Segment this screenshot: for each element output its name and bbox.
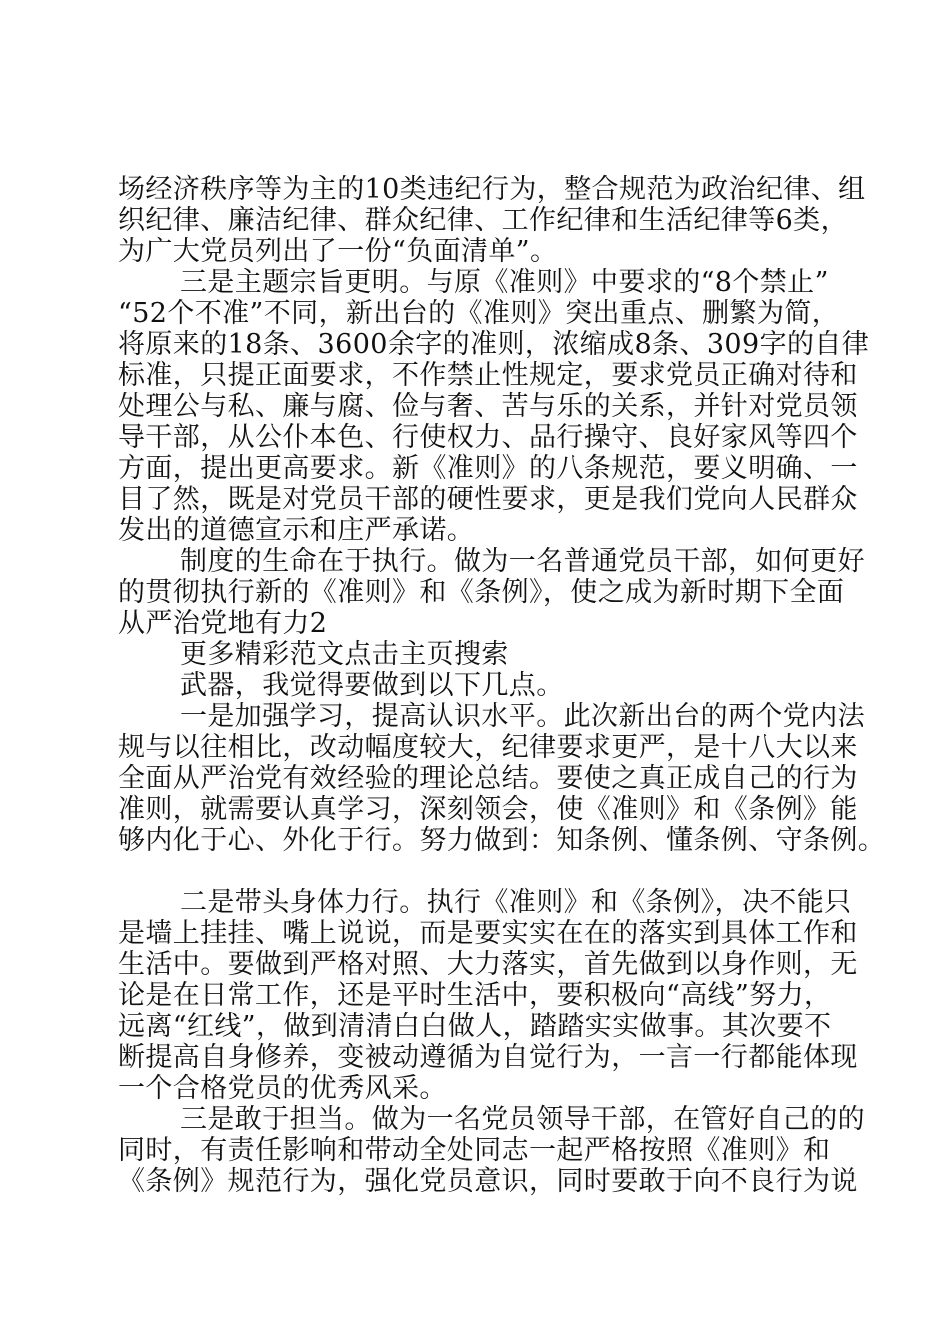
text-line: 的贯彻执行新的《准则》和《条例》，使之成为新时期下全面 bbox=[118, 577, 845, 608]
text-line: 从严治党地有力2 bbox=[118, 608, 328, 639]
text-line: 一是加强学习，提高认识水平。此次新出台的两个党内法 bbox=[180, 701, 865, 732]
text-line: 三是主题宗旨更明。与原《准则》中要求的“8个禁止” bbox=[180, 267, 829, 298]
text-line: 全面从严治党有效经验的理论总结。要使之真正成自己的行为 bbox=[118, 763, 858, 794]
text-line: 场经济秩序等为主的10类违纪行为，整合规范为政治纪律、组 bbox=[118, 174, 866, 205]
text-line: 三是敢于担当。做为一名党员领导干部，在管好自己的的 bbox=[180, 1104, 865, 1135]
text-line: 为广大党员列出了一份“负面清单”。 bbox=[118, 236, 558, 267]
text-line: 是墙上挂挂、嘴上说说，而是要实实在在的落实到具体工作和 bbox=[118, 918, 858, 949]
text-line: 将原来的18条、3600余字的准则，浓缩成8条、309字的自律 bbox=[118, 329, 870, 360]
text-line: 论是在日常工作，还是平时生活中，要积极向“高线”努力， bbox=[118, 980, 832, 1011]
text-line: 目了然，既是对党员干部的硬性要求，更是我们党向人民群众 bbox=[118, 484, 858, 515]
text-line: 更多精彩范文点击主页搜索 bbox=[180, 639, 509, 670]
document-body bbox=[118, 174, 886, 1197]
text-line: 标准，只提正面要求，不作禁止性规定，要求党员正确对待和 bbox=[118, 360, 858, 391]
text-line: “52个不准”不同，新出台的《准则》突出重点、删繁为简， bbox=[118, 298, 840, 329]
text-line: 二是带头身体力行。执行《准则》和《条例》，决不能只 bbox=[180, 887, 852, 918]
text-line: 处理公与私、廉与腐、俭与奢、苦与乐的关系，并针对党员领 bbox=[118, 391, 858, 422]
text-line: 规与以往相比，改动幅度较大，纪律要求更严，是十八大以来 bbox=[118, 732, 858, 763]
text-line: 方面，提出更高要求。新《准则》的八条规范，要义明确、一 bbox=[118, 453, 858, 484]
text-line: 同时，有责任影响和带动全处同志一起严格按照《准则》和 bbox=[118, 1135, 831, 1166]
text-line: 《条例》规范行为，强化党员意识，同时要敢于向不良行为说 bbox=[118, 1166, 858, 1197]
text-line: 准则，就需要认真学习，深刻领会，使《准则》和《条例》能 bbox=[118, 794, 858, 825]
text-line: 断提高自身修养，变被动遵循为自觉行为，一言一行都能体现 bbox=[118, 1042, 858, 1073]
text-line: 够内化于心、外化于行。努力做到：知条例、懂条例、守条例。 bbox=[118, 825, 886, 856]
text-line: 武器，我觉得要做到以下几点。 bbox=[180, 670, 564, 701]
text-line: 一个合格党员的优秀风采。 bbox=[118, 1073, 447, 1104]
text-line: 制度的生命在于执行。做为一名普通党员干部，如何更好 bbox=[180, 546, 865, 577]
text-line: 生活中。要做到严格对照、大力落实，首先做到以身作则，无 bbox=[118, 949, 858, 980]
text-line: 发出的道德宣示和庄严承诺。 bbox=[118, 515, 475, 546]
text-line: 织纪律、廉洁纪律、群众纪律、工作纪律和生活纪律等6类， bbox=[118, 205, 848, 236]
text-line: 远离“红线”，做到清清白白做人，踏踏实实做事。其次要不 bbox=[118, 1011, 832, 1042]
text-line: 导干部，从公仆本色、行使权力、品行操守、良好家风等四个 bbox=[118, 422, 858, 453]
text-line bbox=[118, 856, 838, 887]
